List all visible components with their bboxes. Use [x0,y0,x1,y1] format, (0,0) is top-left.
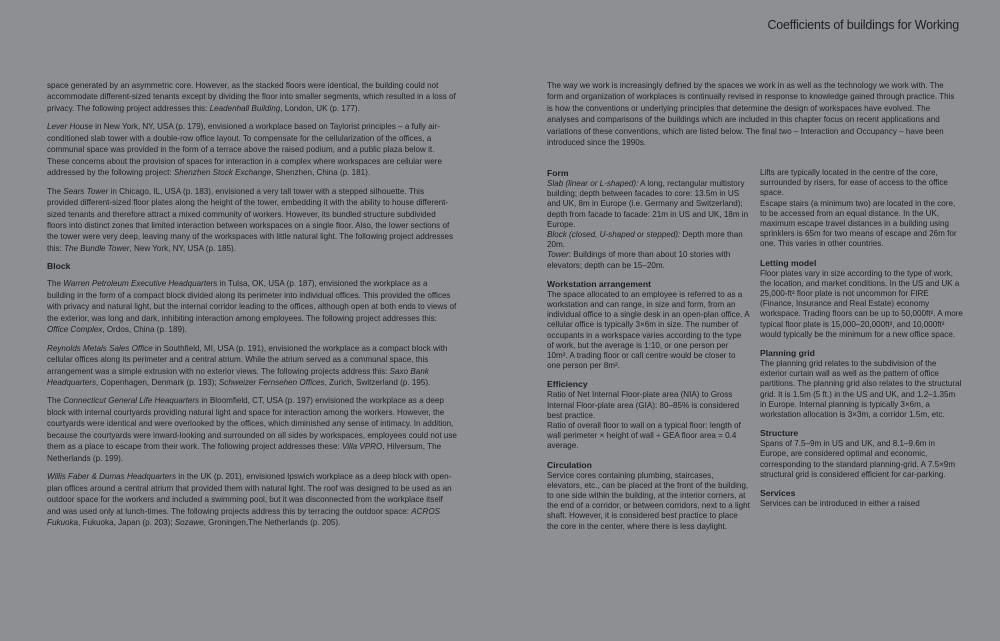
section-heading: Letting model [760,257,817,268]
paragraph-reynolds-metals: Reynolds Metals Sales Office in Southfield, MI, USA (p. 191), envisioned the workplace as a compact block with cellular offices along its perimeter and a central atrium. While the atrium served as a communal space, this arrangement was a simple extrusion with no exterior views. The following projects address this: Saxo Bank Headquarters, Copenhagen, Denmark (p. 193); Schweizer Fernsehen Offices, Zurich, Switzerland (p. 195). [47,343,448,387]
left-column [47,80,457,535]
project-name: Sears Tower [63,186,109,196]
paragraph-willis-faber: Willis Faber & Dumas Headquarters in the UK (p. 201), envisioned Ipswich workplace as a deep block with open-plan offices around a central atrium that provided them with natural light. The roof was designed to be used as an outdoor space for the workers and included a swimming pool, but it was disconnected from the workplace itself and was used only at lunch-times. The following projects address this by terracing the outdoor space: ACROS Fukuoka, Fukuoka, Japan (p. 203); Sozawe, Groningen,The Netherlands (p. 205). [47,472,452,527]
paragraph-connecticut-general: The Connecticut General Life Heaquarters in Bloomfield, CT, USA (p. 197) envisioned the workplace as a deep block with internal courtyards providing natural light and space for interaction among the workers. However, the courtyards were identical and were overlooked by the offices, which diminished any sense of intimacy. In addition, because the courtyards were inward-looking and surrounded on all sides by workspaces, employees could not use them as a place to escape from their work. The following project addresses these: Villa VPRO, Hilversum, The Netherlands (p. 199). [47,396,457,463]
section-heading: Structure [760,428,799,439]
running-head: Coefficients of buildings for Working [767,18,959,32]
project-name: Sozawe [174,517,204,527]
section-circulation: Circulation Service cores containing plumbing, staircases, elevators, etc., can be placed at the front of the building, to one side within the building, at the interior corners, at the end of a corridor, or between corridors, next to a light shaft. However, it is considered best practice to place the core in the center, where there is less daylight. [547,459,750,531]
paragraph-warren-petroleum: The Warren Petroleum Executive Headquarters in Tulsa, OK, USA (p. 187), envisioned the workplace as a building in the form of a compact block divided along its perimeter into individual offices. This provided the offices with privacy and natural light, but the internal corridor leading to the offices, although open at both ends to views of the exterior, was long and dark, inhibiting interaction among employees. The following project addresses this: Office Complex, Ordos, China (p. 189). [47,279,457,335]
section-services: Services Services can be introduced in either a raised [760,488,963,509]
project-name: Leadenhall Building [209,103,281,113]
section-circulation-continued: Lifts are typically located in the centre of the core, surrounded by risers, for ease of access to the office space. Escape stairs (a minimum two) are located in the core, to be accessed from an equal distance. In the UK, maximum escape travel distances in a building using sprinklers is 65m for two means of escape and 26m for one. This varies in other countries. [760,168,957,249]
paragraph-lever-house: Lever House in New York, NY, USA (p. 179), envisioned a workplace based on Taylorist principles – a fully air-conditioned slab tower with a double-row office layout. To compensate for the cellularization of the offices, a communal space was provided in the form of a terrace above the raised podium, and a public plaza below it. These concerns about the provision of spaces for interaction in a complex where workspaces are cellular were addressed by the following project: Shenzhen Stock Exchange, Shenzhen, China (p. 181). [47,122,442,178]
section-efficiency: Efficiency Ratio of Net Internal Floor-plate area (NIA) to Gross Internal Floor-plate area (GIA): 80–85% is considered best practice. Ratio of overall floor to wall on a typical floor: length of wall perimeter × height of wall ÷ GEA floor area = 0.4 average. [547,379,750,451]
project-name: Office Complex [47,325,103,335]
section-heading: Services [760,488,796,499]
section-heading: Planning grid [760,348,815,359]
project-name: Saxo Bank Headquarters [47,366,429,387]
block-heading: Block [47,261,71,272]
section-letting-model: Letting model Floor plates vary in size according to the type of work, the location, and market conditions. In the US and UK a 25,000-ft² floor plate is not uncommon for FIRE (Finance, Insurance and Real Estate) economy workspace. Trading floors can be up to 50,000ft². A more typical floor plate is 15,000–20,000ft², and 10,000ft² would typically be the minimum for a new office space. [760,257,963,339]
coefficients-column-1 [547,168,750,540]
project-name: The Bundle Tower [64,243,130,253]
chapter-intro: The way we work is increasingly defined by the spaces we work in as well as the technology we work with. The form and organization of workplaces is continually revised in response to knowledge gained through practice. This is how the conventions or underlying principles that determine the design of workspaces have evolved. The analyses and comparisons of the buildings which are included in this chapter focus on recent applications and variations of these conventions, which are listed below. The final two – Interaction and Occupancy – have been introduced since the 1990s. [547,81,955,148]
section-heading: Circulation [547,459,592,470]
paragraph-sears-tower: The Sears Tower in Chicago, IL, USA (p. 183), envisioned a very tall tower with a stepped silhouette. This provided different-sized floor plates along the height of the tower, embedding it with the ability to house different-sized tenants and therefore attract a mixed community of workers. However, its bundled structure subdivided floors into distinct zones that limited interaction between workspaces on a single floor. Also, the lower sections of the tower were very deep, leaving many of the workspaces with little natural light. The following project addresses this: The Bundle Tower, New York, NY, USA (p. 185). [47,186,454,253]
section-planning-grid: Planning grid The planning grid relates to the subdivision of the exterior curtain wall as well as the pattern of office partitions. The planning grid also relates to the structural grid. It is 1.5m (5 ft.) in the US and UK, and 1.2–1.35m in Europe. Internal planning is typically 3×6m, a workstation allocation is 3×3m, a corridor 1.5m, etc. [760,348,962,420]
section-form: Form Slab (linear or L-shaped): A long, rectangular multistory building; depth between facades to core: 13.5m in US and UK, 8m in Europe (i.e. Germany and Switzerland); depth from facade to facade: 21m in US and UK, 18m in Europe. Block (closed, U-shaped or stepped): Depth more than 20m. Tower: Buildings of more than about 10 stories with elevators; depth can be 15–20m. [547,168,749,270]
project-name: Villa VPRO [341,442,383,452]
coefficients-column-2 [760,168,963,517]
section-heading: Workstation arrangement [547,278,651,289]
project-name: Shenzhen Stock Exchange [173,168,272,178]
project-name: Connecticut General Life Heaquarters [63,396,200,406]
project-name: ACROS Fukuoka [47,506,441,527]
section-heading: Form [547,168,569,178]
section-workstation: Workstation arrangement The space allocated to an employee is referred to as a workstation and can range, in size and form, from an individual office to a single desk in an open-plan office. A cellular office is typically 3×6m in size. The number of occupants in a workspace varies according to the type of work, but the average is 1:10, or one person per 10m². A trading floor or call centre would be closer to one person per 8m². [547,278,750,371]
section-heading: Efficiency [547,379,588,390]
project-name: Schweizer Fernsehen Offices [218,377,325,387]
project-name: Reynolds Metals Sales Office [47,343,153,353]
project-name: Warren Petroleum Executive Headquarters [63,279,218,289]
section-structure: Structure Spans of 7.5–9m in US and UK, and 8.1–9.6m in Europe, are considered optimal and economic, corresponding to the standard planning-grid. A 7.5×9m structural grid is considered efficient for car-parking. [760,428,963,480]
paragraph-leadenhall: space generated by an asymmetric core. However, as the stacked floors were identical, the building could not accommodate different-sized tenants except by dividing the floor into smaller segments, which resulted in a loss of privacy. The following project addresses this: Leadenhall Building, London, UK (p. 177). [47,81,456,113]
project-name: Lever House [47,122,93,132]
project-name: Willis Faber & Dumas Headquarters [47,472,177,482]
